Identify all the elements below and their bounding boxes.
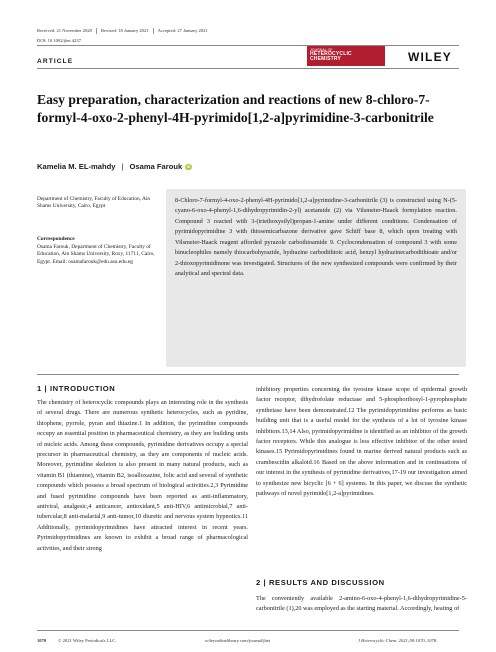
correspondence-heading: Correspondence [37,236,75,242]
header-rule [37,45,459,46]
introduction-text: The chemistry of heterocyclic compounds plays an interesting role in the synthesis of several drugs. There are numerous synthetic heterocycles, such as pyridine, thiophene, pyrrole, pyran and thiazine.1 In addition, the pyrimidine compounds occupy an essential position in pharmaceutical chemistry, as they are building units of nucleic acids. Among these compounds, pyrimidine derivatives occupy a special precursor in pharmaceutical chemistry, as they are components of nucleic acids. Moreover, pyrimidine skeleton is also present in many natural products, such as vitamin B1 (thiamine), vitamin B2, isoalloxazine, folic acid and several of synthetic compounds which possess a broad spectrum of biological activities.2,3 Pyrimidine and fused pyrimidine compounds have been reported as anti-inflammatory, antiviral, analgesic,4 anticancer, antioxidant,5 anti-HIV,6 antimicrobial,7 anti-tubercular,8 anti-malarial,9 anti-tumor,10 diuretic and nervous system hypnotics.11 Additionally, pyrimidopyrimidines have attracted interest in recent years. Pyrimidopyrimidines are known to exhibit a broad range of pharmacological activities, and their strong [37,399,248,552]
article-type-label: ARTICLE [37,58,74,65]
journal-logo-line1: JOURNAL OF [310,48,333,52]
received-date: Received: 21 November 2020 [37,28,92,34]
paper-title: Easy preparation, characterization and reactions of new 8-chloro-7-formyl-4-oxo-2-phenyl-4H-pyrimido[1,2-a]pyrimidine-3-carbonitrile [37,92,434,125]
section-rule [37,374,459,375]
abstract-text: 8-Chloro-7-formyl-4-oxo-2-phenyl-4H-pyrimido[1,2-a]pyrimidine-3-carbonitrile (3) is constructed using N-(5-cyano-6-oxo-4-phenyl-1,6-dihydropyrimidin-2-yl) acetamide (2) via Vilsmeier-Haack formylation reaction. Compound 3 reacted with 3-(triethoxysilyl)propan-1-amine under different conditions. Condensation of pyrimidopyrimidine 3 with thiosemicarbazone derivative gave Schiff base 8, which upon treating with Vilsmeier-Haack reagent afforded pyrazole carbothioamide 9. Cyclocondensation of compound 3 with some binucleophiles namely thiocarbohyrazide, hydrazine carbodithioic acid, benzyl hydrazinecarbodithioate and/or 2-thioxopyrimidinone was investigated. Structures of the new synthesized compounds were confirmed by their analytical and spectral data. [175,197,457,278]
footer-rule [37,630,459,631]
citation: J Heterocyclic Chem. 2021;58:1070–1078. [358,638,438,643]
publisher-logo[interactable]: WILEY [408,50,452,64]
accepted-date: Accepted: 27 January 2021 [157,28,208,34]
copyright: © 2021 Wiley Periodicals LLC. [58,638,117,643]
affiliation: Department of Chemistry, Faculty of Education, Ain Shams University, Cairo, Egypt [37,196,151,210]
journal-url[interactable]: wileyonlinelibrary.com/journal/jhet [205,638,271,643]
correspondence-text: Osama Farouk, Department of Chemistry, Faculty of Education, Ain Shams University, Roxy, 11711, Cairo, Egypt. Email: osamafarouk@edu.asu.edu.eg [37,244,155,265]
page-number: 1070 [37,638,47,643]
author-name[interactable]: Kamelia M. EL-mahdy [37,162,116,171]
journal-logo-line2: HETEROCYCLIC [310,51,352,57]
title-top-rule [37,68,459,69]
doi[interactable]: DOI: 10.1002/jhet.4237 [37,38,82,43]
section-heading-results: 2 | RESULTS AND DISCUSSION [256,578,385,587]
section-heading-introduction: 1 | INTRODUCTION [37,384,116,393]
author-name[interactable]: Osama Farouk [129,162,183,171]
revised-date: Revised: 18 January 2021 [100,28,149,34]
journal-logo-line3: CHEMISTRY [310,56,342,63]
journal-logo[interactable] [307,46,385,66]
introduction-continued-text: inhibitory properties concerning the tyrosine kinase scope of epidermal growth factor receptor, dihydrofolate reductase and 5-phosphoribosyl-1-pyrophosphate synthetase have been demonstrated.12 The pyrimidopyrimidine performs as basic building unit that is a useful model for the synthesis of a lot of tyrosine kinase inhibitors.13,14 Also, pyrimidopyrimidine is identified as an inhibitor of the growth factor receptors. While this analogue is less effective inhibitor of the other tested kinases.15 Pyrimidopyrimidines found in marine derived natural products such as crambescidin alkaloid.16 Based on the above information and in continuations of our interest in the synthesis of pyrimidine derivatives,17-19 our investigation aimed to synthesize new bicyclic [6 + 6] systems. In this paper, we discuss the synthetic pathways of novel pyrimido[1,2-a]pyrimidines. [256,386,467,498]
article-dates [37,28,208,34]
author-list: Kamelia M. EL-mahdy | Osama Farouk iD [37,162,191,171]
results-text: The conveniently available 2-amino-6-oxo-4-phenyl-1,6-dihydropyrimidine-5-carbonitrile (1),20 was employed as the starting material. Accordingly, heating of [256,595,467,613]
orcid-icon[interactable]: iD [186,163,191,169]
